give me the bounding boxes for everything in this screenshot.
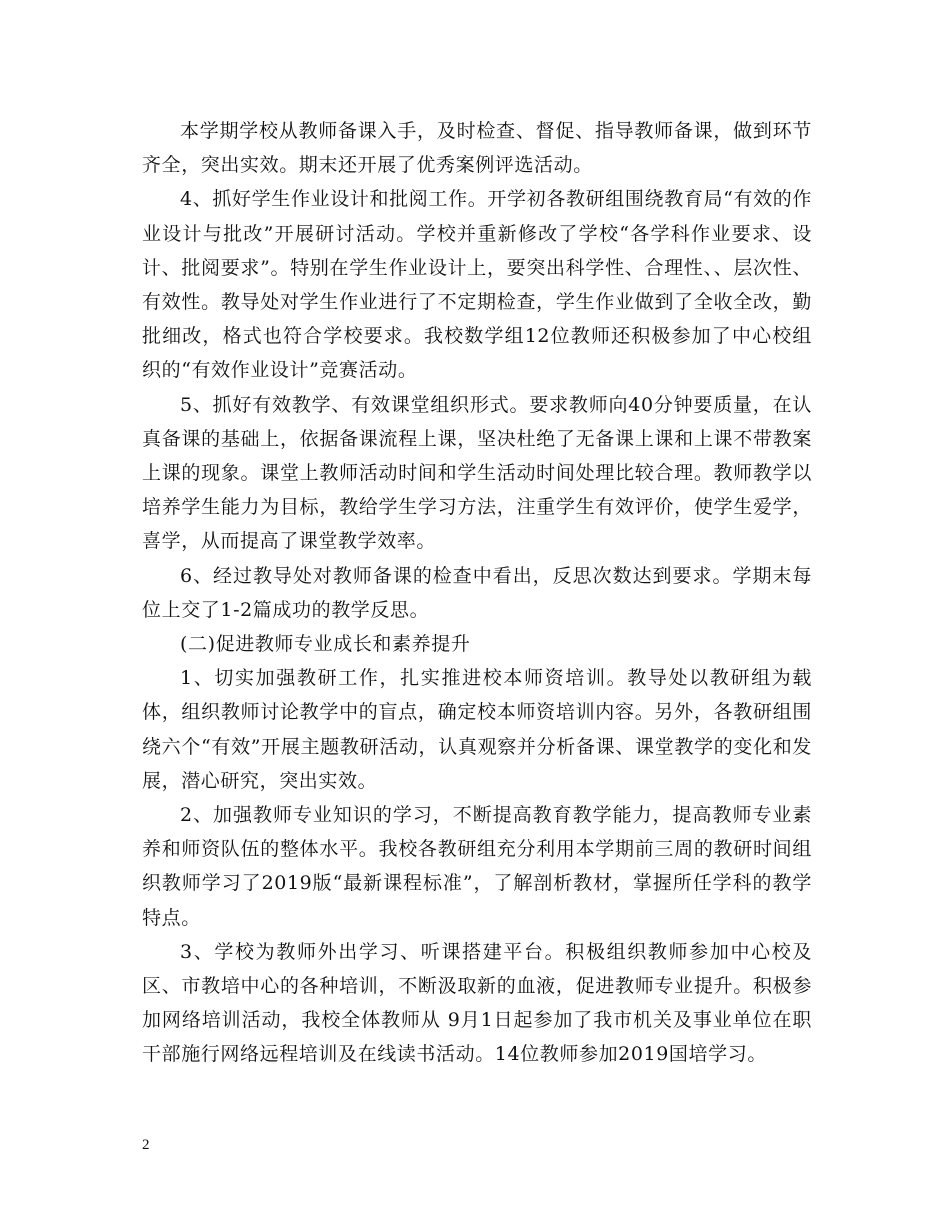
section-heading-teacher-growth: (二)促进教师专业成长和素养提升: [180, 633, 471, 656]
paragraph-external-training: 3、学校为教师外出学习、听课搭建平台。积极组织教师参加中心校及区、市教培中心的各种培训，不断汲取新的血液，促进教师专业提升。积极参加网络培训活动，我校全体教师从 9月1日起参加了我市机关及事业单位在职干部施行网络远程培训及在线读书活动。14位教师参加2019国培学习。: [142, 940, 812, 1066]
paragraph-professional-study: 2、加强教师专业知识的学习，不断提高教育教学能力，提高教师专业素养和师资队伍的整体水平。我校各教研组充分利用本学期前三周的教研时间组织教师学习了2019版“最新课程标准”，了解剖析教材，掌握所任学科的教学特点。: [142, 804, 812, 929]
page-number: 2: [142, 1137, 150, 1153]
document-body: [142, 114, 812, 1072]
paragraph-effective-teaching: 5、抓好有效教学、有效课堂组织形式。要求教师向40分钟要质量，在认真备课的基础上，依据备课流程上课，坚决杜绝了无备课上课和上课不带教案上课的现象。课堂上教师活动时间和学生活动时间处理比较合理。教师教学以培养学生能力为目标，教给学生学习方法，注重学生有效评价，使学生爱学，喜学，从而提高了课堂教学效率。: [142, 393, 812, 553]
paragraph-homework-design: 4、抓好学生作业设计和批阅工作。开学初各教研组围绕教育局“有效的作业设计与批改”开展研讨活动。学校并重新修改了学校“各学科作业要求、设计、批阅要求”。特别在学生作业设计上，要突出科学性、合理性、、层次性、有效性。教导处对学生作业进行了不定期检查，学生作业做到了全收全改，勤批细改，格式也符合学校要求。我校数学组12位教师还积极参加了中心校组织的“有效作业设计”竞赛活动。: [142, 188, 812, 382]
paragraph-lesson-prep: 本学期学校从教师备课入手，及时检查、督促、指导教师备课，做到环节齐全，突出实效。期末还开展了优秀案例评选活动。: [142, 120, 812, 177]
paragraph-teaching-research: 1、切实加强教研工作，扎实推进校本师资培训。教导处以教研组为载体，组织教师讨论教学中的盲点，确定校本师资培训内容。另外，各教研组围绕六个“有效”开展主题教研活动，认真观察并分析备课、课堂教学的变化和发展，潜心研究，突出实效。: [142, 667, 812, 792]
paragraph-teaching-reflection: 6、经过教导处对教师备课的检查中看出，反思次数达到要求。学期末每位上交了1-2篇成功的教学反思。: [142, 564, 812, 621]
